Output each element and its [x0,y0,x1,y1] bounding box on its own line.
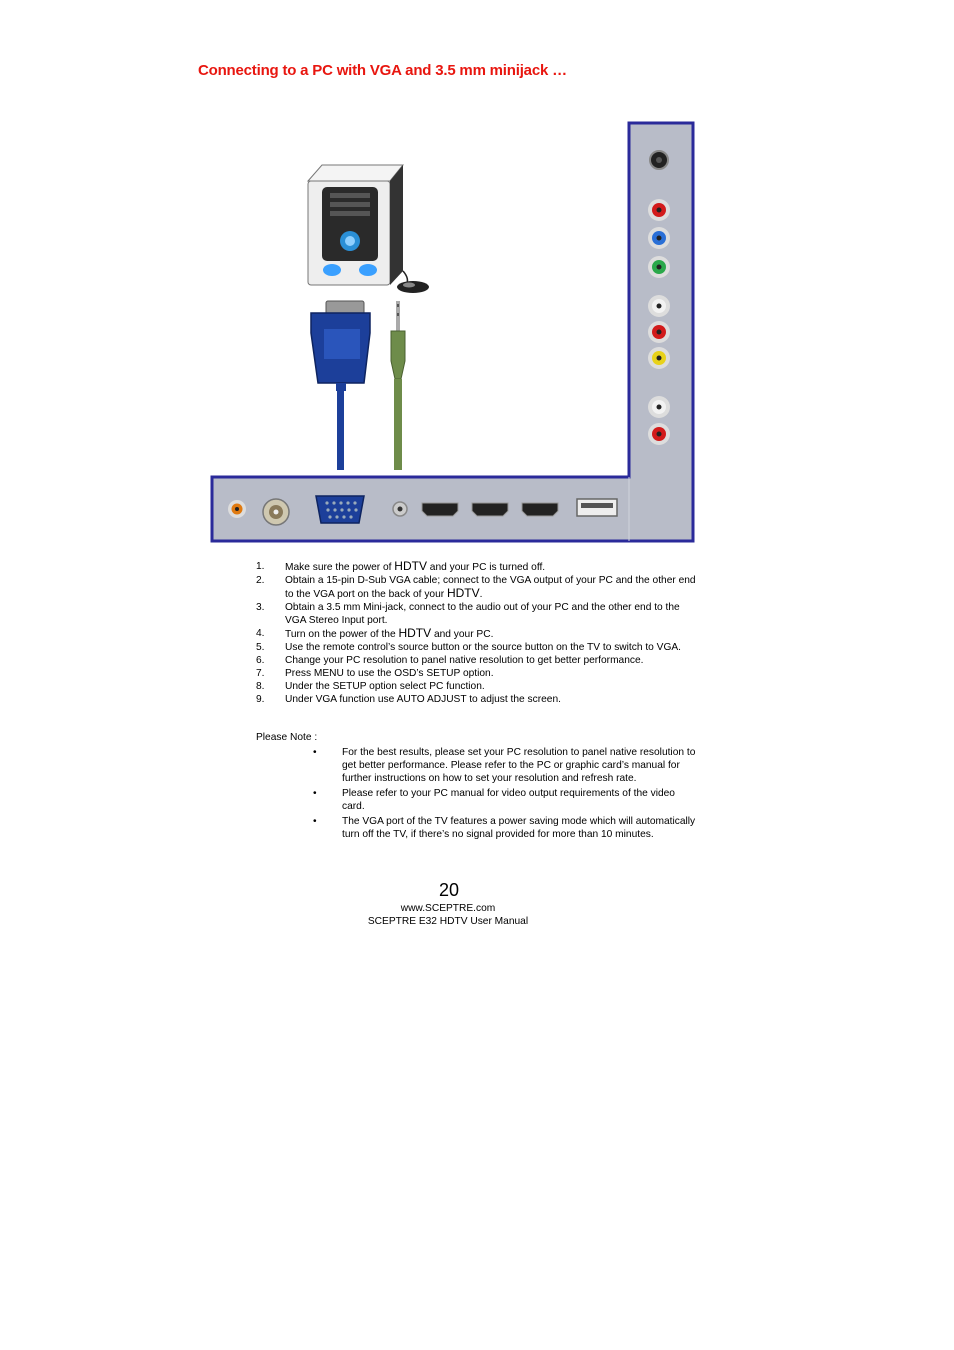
rca-jack-icon [228,500,246,518]
rca-jack-icon [648,347,670,369]
notes-list [310,746,700,843]
bullet: • [313,788,317,799]
footer-url: www.SCEPTRE.com [400,903,496,914]
page-number: 20 [438,880,460,900]
step-text: Turn on the power of the [285,629,399,640]
note-item [310,815,700,841]
step-number: 5. [256,642,265,653]
usb-port-icon [577,499,617,516]
step-text-end: and your PC. [431,629,494,640]
audio-jack-icon [393,502,407,516]
rca-jack-icon [648,321,670,343]
vga-plug-icon [311,301,370,470]
step-text-end: and your PC is turned off. [426,562,546,573]
page-title: Connecting to a PC with VGA and 3.5 mm minijack … [198,62,567,79]
step-text-end: . [479,589,483,600]
step-number: 2. [256,575,265,586]
step-item [256,693,698,706]
step-number: 7. [256,668,265,679]
audio-jack-icon [391,301,405,470]
vga-port-icon [316,496,364,523]
step-number: 9. [256,694,265,705]
rca-jack-icon [648,256,670,278]
note-text: Please refer to your PC manual for video output requirements of the video card. [342,788,675,812]
step-text: Make sure the power of [285,562,395,573]
step-text: Change your PC resolution to panel native resolution to get better performance. [285,655,644,666]
footer-manual-title: SCEPTRE E32 HDTV User Manual [367,916,529,927]
step-hdtv: HDTV [394,559,427,573]
rca-jack-icon [648,396,670,418]
connection-diagram [210,121,696,545]
rca-jack-icon [648,199,670,221]
bullet: • [313,747,317,758]
instruction-steps [256,560,698,706]
step-text: Under the SETUP option select PC function. [285,681,485,692]
step-text: Use the remote control’s source button or the source button on the TV to switch to VGA. [285,642,682,653]
hdmi-port-icon [422,503,458,516]
note-text: For the best results, please set your PC resolution to panel native resolution to get better performance. Please refer to the PC or graphic card’s manual for further instructions on how to set your resolution and refresh rate. [342,747,696,784]
rca-jack-icon [648,295,670,317]
note-item [310,746,700,785]
bullet: • [313,816,317,827]
note-label: Please Note : [256,732,318,743]
step-item [256,667,698,680]
step-text: Obtain a 15-pin D-Sub VGA cable; connect to the VGA output of your PC and the other end to the VGA port on the back of your [285,575,696,600]
step-item [256,680,698,693]
step-item [256,601,698,627]
step-item [256,574,698,601]
step-item [256,560,698,574]
step-number: 6. [256,655,265,666]
step-number: 3. [256,602,265,613]
coax-port-icon [263,499,289,525]
step-hdtv: HDTV [446,586,480,600]
note-text: The VGA port of the TV features a power saving mode which will automatically turn off the TV, if there’s no signal provided for more than 10 minutes. [342,816,696,840]
note-item [310,787,700,813]
step-item [256,627,698,641]
step-text: Press MENU to use the OSD’s SETUP option. [285,668,494,679]
step-item [256,641,698,654]
step-text: Under VGA function use AUTO ADJUST to adjust the screen. [285,694,561,705]
rca-jack-icon [648,423,670,445]
hdmi-port-icon [472,503,508,516]
hdmi-port-icon [522,503,558,516]
step-number: 1. [256,561,265,572]
rca-jack-icon [648,227,670,249]
step-number: 8. [256,681,265,692]
mouse-icon [397,271,429,293]
step-hdtv: HDTV [398,626,432,640]
step-number: 4. [256,628,265,639]
tv-back-panel [212,123,693,541]
pc-tower-icon [308,165,403,285]
step-item [256,654,698,667]
step-text: Obtain a 3.5 mm Mini-jack, connect to the audio out of your PC and the other end to the VGA Stereo Input port. [285,602,680,626]
